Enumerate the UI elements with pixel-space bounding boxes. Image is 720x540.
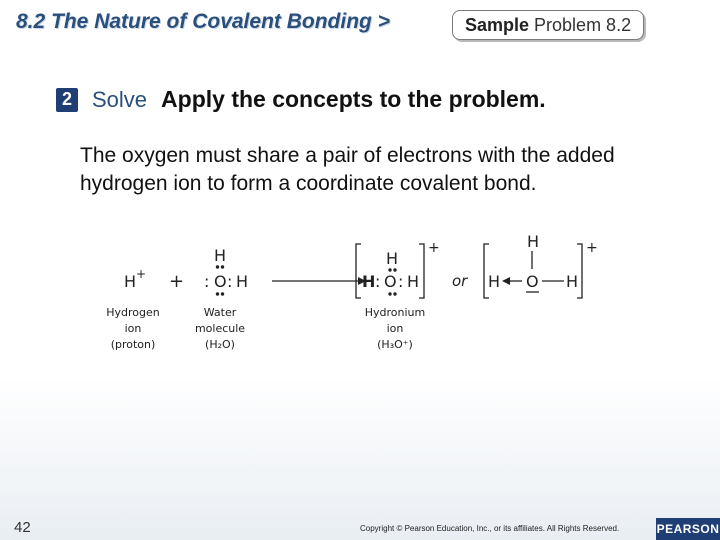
- hydronium-structural-formula: [484, 232, 598, 298]
- svg-text:Water: Water: [203, 306, 237, 319]
- page-number: 42: [14, 519, 31, 536]
- pearson-logo: PEARSON: [656, 518, 720, 540]
- svg-text::: :: [227, 272, 233, 291]
- proton-symbol: H: [124, 272, 137, 291]
- svg-text:H: H: [214, 246, 227, 265]
- step-word: Solve: [92, 86, 148, 112]
- svg-text::: :: [398, 272, 404, 291]
- reaction-diagram: [96, 228, 616, 368]
- or-word: or: [452, 272, 468, 290]
- water-label: [195, 306, 245, 351]
- svg-text:O: O: [526, 272, 539, 291]
- svg-text:H: H: [407, 272, 420, 291]
- svg-text:ion: ion: [386, 322, 404, 335]
- svg-text::: :: [375, 272, 381, 291]
- step-heading: [56, 86, 546, 113]
- proton-label: [106, 306, 160, 351]
- svg-text:O: O: [214, 272, 227, 291]
- step-number-badge: 2: [56, 88, 78, 112]
- svg-text::: :: [204, 272, 210, 291]
- water-structure: [204, 246, 248, 296]
- plus-operator: +: [169, 271, 185, 292]
- svg-text:H: H: [566, 272, 579, 291]
- svg-text:H: H: [488, 272, 501, 291]
- sample-problem-tab[interactable]: [452, 10, 644, 40]
- step-description: Apply the concepts to the problem.: [161, 86, 546, 112]
- svg-text:molecule: molecule: [194, 322, 246, 335]
- svg-text:(proton): (proton): [110, 338, 156, 351]
- svg-text:Hydrogen: Hydrogen: [106, 306, 160, 319]
- sample-label: Sample: [465, 14, 530, 35]
- proton-charge: +: [136, 267, 147, 281]
- hydronium-label: [365, 306, 426, 351]
- svg-text:+: +: [586, 240, 598, 256]
- svg-text:+: +: [428, 240, 440, 256]
- copyright-notice: Copyright © Pearson Education, Inc., or its affiliates. All Rights Reserved.: [360, 524, 620, 533]
- svg-text:(H₃O⁺): (H₃O⁺): [377, 338, 413, 351]
- reaction-arrow: [272, 277, 366, 285]
- explanation-text: The oxygen must share a pair of electrons with the added hydrogen ion to form a coordinate covalent bond.: [80, 144, 615, 195]
- svg-text:H: H: [386, 249, 399, 268]
- svg-text:(H₂O): (H₂O): [205, 338, 235, 351]
- svg-text:O: O: [384, 272, 397, 291]
- svg-text:H: H: [527, 232, 540, 251]
- hydronium-lewis-structure: [356, 240, 440, 298]
- section-title: 8.2 The Nature of Covalent Bonding >: [16, 10, 390, 33]
- svg-text:H: H: [362, 272, 376, 291]
- slide-header: [0, 0, 720, 48]
- svg-text:Hydronium: Hydronium: [364, 306, 426, 319]
- svg-text:H: H: [236, 272, 249, 291]
- svg-text:ion: ion: [124, 322, 142, 335]
- problem-number: Problem 8.2: [534, 14, 632, 35]
